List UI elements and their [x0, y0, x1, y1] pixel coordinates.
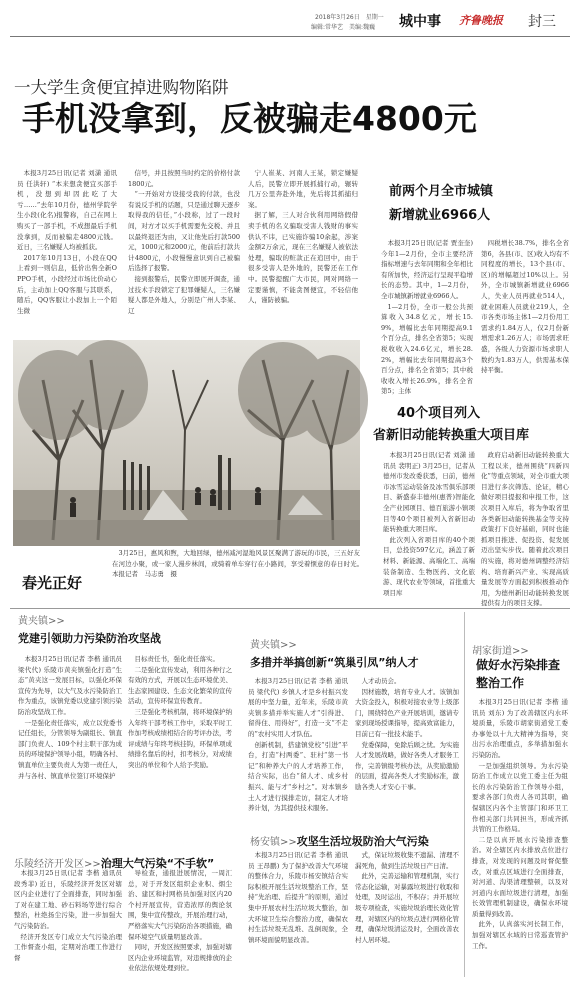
section-name: 城中事 [399, 14, 441, 30]
b3-headline-line-1: 做好水污染排查 [476, 658, 561, 672]
b2-column-1 [248, 676, 348, 824]
paragraph: 经济开发区专门成立大气污染治理工作督查小组，定期对治理工作进行督 [14, 932, 122, 962]
paragraph: 此外，完善运输和管理机制，实行常态化运输，对暴露垃圾进行收取和处理，及时运出，不积存；并开展垃圾专项检查，实施垃圾治理长效化管理，对辖区内的垃圾点进行网格化管理，确保垃圾清运及时，全面改善农村人居环境。 [355, 872, 459, 944]
employment-headline-line-1: 前两个月全市城镇 [389, 184, 494, 199]
lead-headline: 手机没拿到，反被骗走4800元 [22, 99, 477, 138]
paragraph: 导检查，通报进展情况，一周汇总，对于开发区组织企业积、烟尘治、建区和村网格员加强对区内20个村开展宣传，营造浓厚的舆论氛围，集中宣传整改，开展治理行动，严格落实大气污染防治各项措施，确保环境空气质量明显改善。 [128, 869, 232, 941]
header-divider [10, 36, 570, 37]
page-label: 封三 [528, 14, 556, 30]
paragraph: 四税增长38.7%，排名全省第6，各县(市、区)收入均有不同程度的增长，13个县(市、区)的增幅超过10%以上。另外，全市城镇新增就业6966人，失业人员再就业514人，就业困难人员就业219人，全市各类市场主体1—2月份用工需求约1.84万人，仅2月份新增需求1.26万人；市场需求旺盛，各级人力资源市场求职人数约为1.83万人，供需基本保持平衡。 [481, 239, 569, 375]
paragraph: 同时，开发区按照要求，加强对辖区内企业环境监管，对违规排放的企业依法依规处理到位。 [128, 943, 232, 973]
paragraph: 人才动员会。 [361, 677, 401, 685]
paragraph: 2017年10月13日，小段在QQ上看到一则信息，低价出售全新OPPO手机，小段经过市场比价动心后，主动加上QQ客服与其联系，随后，QQ客服让小段加上一个陌生微 [17, 253, 117, 315]
projects-column-1 [383, 450, 475, 608]
section-divider [10, 608, 570, 609]
b3-section-label: 胡家街道>> [472, 646, 529, 657]
projects-column-2 [481, 450, 569, 608]
lead-kicker: 一大学生贪便宜掉进购物陷阱 [14, 78, 229, 97]
b5-column-2 [355, 850, 459, 978]
paragraph: 接到报警后，民警立即展开调查，通过技术手段锁定了犯罪嫌疑人，三名嫌疑人都是外地人，分别是广州人李某、辽 [128, 274, 240, 315]
b3-column-1 [472, 697, 568, 977]
b5-headline: 攻坚生活垃圾防治大气污染 [296, 835, 429, 848]
date-line: 2018年3月26日 星期一 [315, 14, 384, 21]
masthead [0, 0, 580, 38]
paragraph: 据了解，三人对合伙利用网络假借卖手机的名义骗取受害人钱财的事实供认不讳，已实施诈骗10余起，涉案金额2万余元，现在三名嫌疑人被依法处理，骗取的赃款正在追回中，由于很多受害人是外地的，民警还在工作中。民警提醒广大市民，网对网络一定要谨慎，不能贪图便宜，不轻信他人，谨防被骗。 [248, 211, 358, 305]
paragraph: 本报3月25日讯(记者 刘潇 通讯员 任洪轩) “本来想贪便宜买部手机，没想到却因此吃了大亏……”去年10月份，德州学院学生小段(化名)报警称，自己在网上购买了一部手机，不成想最后手机没拿到，反而被骗走4800元钱。近日，三名嫌疑人均被抓获。 [17, 169, 117, 252]
paragraph: 此次列入省项目库的40个项目，总投资597亿元，涵盖了新材料、新能源、高端化工、高端装备制造、生物医药、文化旅游、现代农业等领域，首批重大项目库 [383, 535, 475, 597]
paragraph: 本报3月25日讯(记者 贾奎奎) 今年1—2月份，全市主要经济指标增速与去年同期和全年相比有所加快，经济运行呈现平稳增长的态势。其中，1—2月份，全市城镇新增就业6966人。 [381, 239, 473, 300]
paragraph: 二是以真开展水污染排查整治。对全辖区内水排放点位进行排查，对发现的问题及时督促整改，对重点区域进行全面排查，对河道、沟渠清理整顿，以及对河道内水面垃圾进行清理，加强长效管理机制建设，确保水环境质量得到改善。 [472, 835, 568, 918]
b4-column-1 [14, 868, 122, 980]
b5-heading [250, 830, 429, 849]
b3-headline-line-2: 整治工作 [476, 676, 525, 690]
paragraph: 信号，并且按照当时约定的价格付款1800元。 [128, 169, 240, 188]
paragraph: 本报3月25日讯(记者 李楷 通讯员 王昂鹏) 为了保护改善大气环境的整体合力，乐陵市杨安镇结合实际积极开展生活垃圾整治工作，坚持“先治理、后提升”的原则，通过集中开展农村生活垃圾大整治，加大环境卫生综合整治力度，确保农村生活垃圾无乱堆、乱倒现象，全镇环境面貌明显改善。 [248, 851, 348, 944]
lead-column-1 [17, 168, 117, 336]
paragraph: 政府启动新旧动能转换重大工程以来，德州围绕“四新四化”等重点领域，对全市重大项目进行多次筛选、论证，精心做好项目提报和申报工作，这次项目入库后，将为争取省里各类新旧动能转换基金等支持政策打下良好基础，同时也能抓项目推进、促投资、促发展迈出坚实步伐。随着此次项目的实施，将对德州调整经济结构、培育新兴产业、实现高质量发展等方面起到积极推动作用，为德州新旧动能转换发展提供有力的项目支撑。 [481, 451, 569, 608]
projects-headline-line-2: 省新旧动能转换重大项目库 [373, 428, 530, 443]
paragraph: 本报3月25日讯(记者 李楷 通讯员 刘东) 为了改善辖区内水环境质量，乐陵市胡家街道党工委办事处以十九大精神为指导，突出污水治理重点，多举措加强水污染防治。 [472, 698, 568, 759]
b1-headline: 党建引领助力污染防治攻坚战 [18, 632, 161, 645]
paragraph: 一是加强组织领导。为水污染防治工作成立以党工委主任为组长的水污染防治工作领导小组，要求各部门负责人各司其职，确保辖区内各个主管部门和环卫工作相关部门共同担当，形成齐抓共管的工作格局。 [472, 761, 568, 834]
paragraph: 因材施教，培育专业人才。该镇加大资金投入，积极对接农业等上级部门，围绕特色产业开展培训，邀请专家到现场授课指导，提高致富能力，目前已有一批技术能手。 [355, 687, 459, 738]
column-divider [464, 612, 465, 977]
projects-headline-line-1: 40个项目列入 [397, 406, 481, 421]
paragraph: 本报3月25日讯(记者 刘潇 通讯员 裴明正) 3月25日，记者从德州市发改委获悉，日前，德州市冰雪运动装备及冰雪俱乐部项目、新盛泰丰德州(惠普)智能化全产业园项目、德百旅游小镇项目等40个项目被列入省新旧动能转换重大项目库。 [383, 451, 475, 534]
employment-headline-line-2: 新增就业6966人 [389, 208, 491, 223]
paragraph: 式，保证垃圾收集不遗漏、清理不漏死角，做到生活垃圾日产日清。 [355, 851, 459, 870]
lead-column-2 [128, 168, 240, 336]
newspaper-logo: 齐鲁晚报 [459, 14, 503, 27]
employment-column-2 [481, 238, 569, 402]
paragraph: 三是强化考核机制，将环境保护纳入年终干部考核工作中，采取平时工作加考核成绩相结合的考评办法，考评成绩与年终考核挂钩，环保单项成绩排名靠后的村，扣考核分，对成绩突出的单位和个人给予奖励。 [128, 707, 232, 769]
b1-section-label: 黄夹镇>> [18, 616, 65, 627]
paragraph: 此外，认真落实河长制工作，加强对辖区水域的日常巡查管护工作。 [472, 920, 568, 950]
paragraph: 宁人崔某、河南人王某，锁定嫌疑人后，民警立即开展抓捕行动，辗转几万公里奔赴外地，先后将其抓捕归案。 [248, 169, 358, 209]
paragraph: 创新机制，搭建镇党校“引进”平台，打造“村两委”、驻村“第一书记”和种养大户的人才培养工作，结合实际，出台“留人才、成乡村振兴、能与才“乡村之”。对本镇乡土人才进行摸排走访，制定人才培养计划，为其提供技术服务。 [248, 740, 348, 813]
paragraph: 1—2月份，全市一般公共预算收入34.8亿元，增长15.9%，增幅比去年同期提高9.1个百分点，排名全省第5；实现税收收入24.6亿元，增长28.2%，增幅比去年同期提高3个百分点，排名全省第5；其中税收收入增长26.9%，排名全省第5；主体 [381, 302, 473, 396]
paragraph: 本报3月25日讯(记者 李楷 通讯员 段秀菲) 近日，乐陵经济开发区对辖区内企业进行了全面排查，同时加强了对在建工地、砂石料场等进行综合整治，杜绝扬尘污染，进一步加强大气污染防治。 [14, 869, 122, 930]
editor-line: 编辑:常华艺 美编:魏巍 [311, 24, 376, 31]
b4-headline: 治理大气污染“不手软” [100, 857, 215, 870]
b2-section-label: 黄夹镇>> [250, 640, 297, 651]
park-photo [13, 340, 360, 546]
park-photo-image [13, 340, 360, 546]
paragraph: 本报3月25日讯(记者 李楷 通讯员 梁代代) 乐陵市黄夹镇强化打造“生态”黄夹这一发展目标，以强化环保宣传为先导，以大气及水污染防治工作为重点，该镇党委以党建引领污染防治攻坚战工作。 [18, 655, 122, 716]
photo-caption: 3月25日，惠风和煦，大地回绿，德州减河湿地风景区聚满了游玩的市民，三五好友在河边小聚，或一家人漫步林间，或骑着单车穿行在小路间，享受着惬意的春日时光。 本报记者 马志勇 摄 [112, 549, 373, 579]
paragraph: 一是强化责任落实，成立以党委书记任组长，分管领导为副组长、镇直部门负责人、109个村主职干部为成员的环境保护领导小组，明确各村、镇直单位主要负责人为第一责任人，并与各村、镇直单位签订环境保护 [18, 718, 122, 780]
paragraph: 目标责任书，强化责任落实。 [134, 655, 219, 663]
b4-column-2 [128, 868, 232, 980]
photo-title: 春光正好 [22, 574, 83, 592]
b5-section-label: 杨安镇>> [250, 837, 297, 848]
b4-section-label: 乐陵经济开发区>> [14, 859, 101, 870]
lead-column-3 [248, 168, 358, 336]
b2-column-2 [355, 676, 459, 824]
employment-column-1 [381, 238, 473, 402]
paragraph: 本报3月25日讯(记者 李楷 通讯员 梁代代) 乡镇人才是乡村振兴发展的中坚力量，近年来，乐陵市黄夹镇多措并举实施人才“引得进、留得住、用得好”，打造一支“不走的”农村实用人才队伍。 [248, 677, 348, 738]
paragraph: 党委保障，免除后顾之忧。为实施人才发展战略，做好各类人才服务工作，完善镇级考核办法，从奖励激励的层面，提高各类人才奖励标准，激励各类人才安心干事。 [355, 740, 459, 791]
b1-column-1 [18, 654, 122, 832]
paragraph: 二是强化宣传发动，利用各种行之有效的方式，开展以生态环境优美、生态家园建设、生态文化繁荣的宣传活动，宣传环保宣传教育。 [128, 665, 232, 706]
paragraph: “一开始对方设接受我的付款，也没有说反手机的话题，只是通过聊天逐步取得我的信任，”小段称，过了一段时间，对方才以买手机需要先交税、并且以最终退还为由，又让他先后打款500元，1000元和2000元，他前后打款共计4800元，小段慢慢意识到自己被骗后选择了报警。 [128, 190, 240, 273]
b2-headline: 多措并举搞创新“筑巢引凤”纳人才 [250, 656, 419, 669]
b5-column-1 [248, 850, 348, 978]
b1-column-2 [128, 654, 232, 832]
